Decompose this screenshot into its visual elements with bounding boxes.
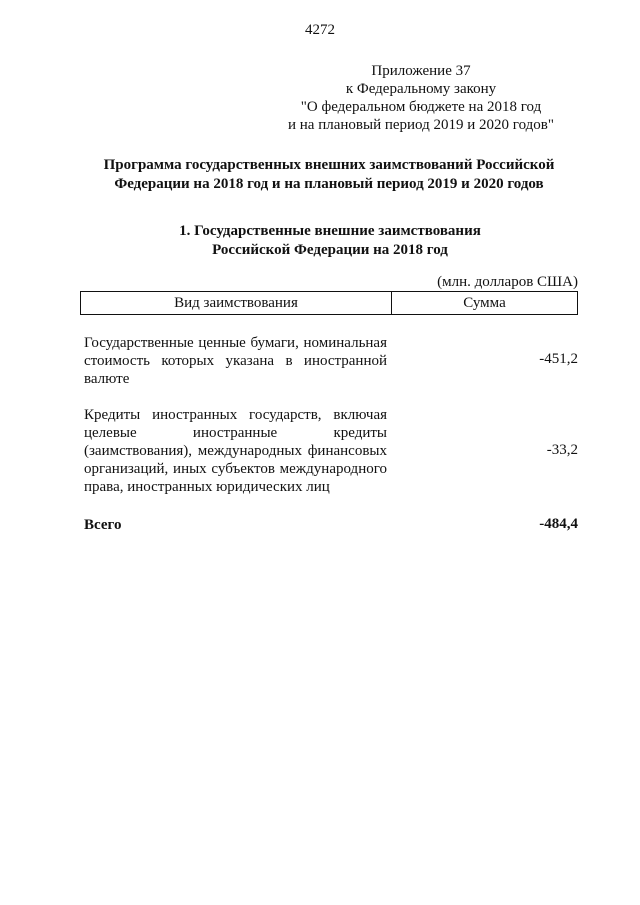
- column-header-sum: Сумма: [463, 295, 506, 311]
- total-row: [84, 516, 578, 534]
- table-row: [84, 406, 578, 496]
- section-title: [100, 222, 560, 260]
- row-kind: Государственные ценные бумаги, номинальная стоимость которых указана в иностранной валюте: [84, 335, 387, 387]
- section-title-line: 1. Государственные внешние заимствования: [179, 223, 481, 239]
- annex-line: к Федеральному закону: [345, 81, 497, 97]
- row-kind: Кредиты иностранных государств, включая целевые иностранные кредиты (заимствования), международных финансовых организаций, иных субъектов международного права, иностранных юридических лиц: [84, 407, 387, 495]
- row-sum: -33,2: [546, 442, 578, 458]
- document-title-line: Программа государственных внешних заимствований Российской: [103, 157, 555, 173]
- total-label: Всего: [84, 517, 122, 533]
- annex-line: Приложение 37: [371, 63, 471, 79]
- document-title: [60, 156, 598, 194]
- row-sum: -451,2: [539, 351, 578, 367]
- column-header-kind: Вид заимствования: [81, 292, 392, 314]
- document-title-line: Федерации на 2018 год и на плановый период 2019 и 2020 годов: [114, 176, 544, 192]
- annex-block: [270, 62, 572, 134]
- total-sum: -484,4: [539, 516, 578, 532]
- annex-line: и на плановый период 2019 и 2020 годов": [288, 117, 554, 133]
- table-header: [80, 291, 578, 315]
- page-number: 4272: [305, 22, 335, 38]
- units-note: (млн. долларов США): [437, 274, 578, 290]
- table-row: [84, 334, 578, 388]
- annex-line: "О федеральном бюджете на 2018 год: [300, 99, 542, 115]
- section-title-line: Российской Федерации на 2018 год: [212, 242, 448, 258]
